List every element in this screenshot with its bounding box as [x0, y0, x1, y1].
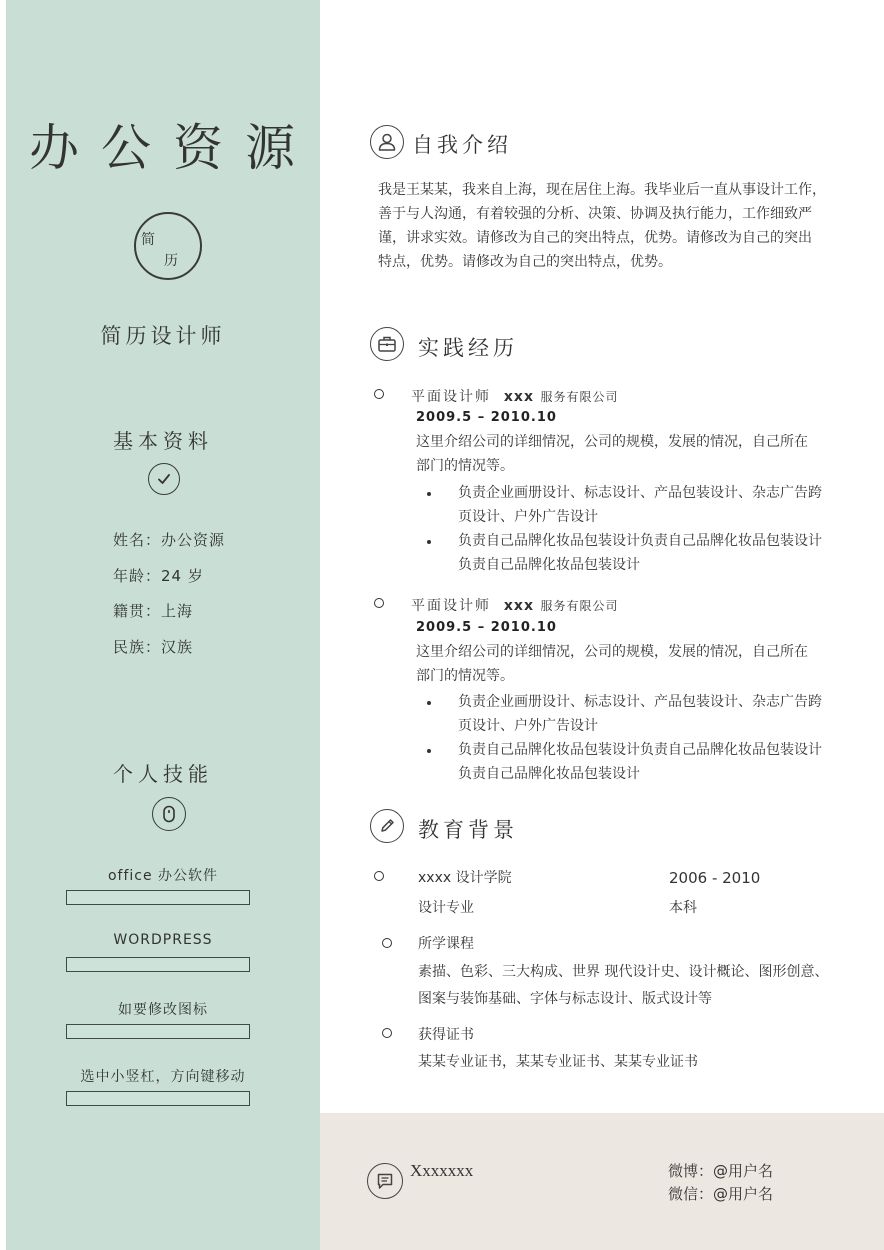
job-dates: 2009.5 – 2010.10 [416, 410, 557, 425]
check-circle-icon [148, 463, 180, 495]
sidebar [6, 0, 320, 1250]
bullet-dot [427, 701, 431, 705]
courses-line: 图案与装饰基础、字体与标志设计、版式设计等 [418, 991, 712, 1007]
company-name: 服务有限公司 [540, 390, 619, 404]
bullet-line: 页设计、户外广告设计 [458, 509, 598, 525]
company-name: 服务有限公司 [540, 599, 619, 613]
weibo-handle: 微博：@用户名 [668, 1162, 774, 1180]
about-line: 特点，优势。请修改为自己的突出特点，优势。 [378, 254, 672, 270]
desc-line: 部门的情况等。 [416, 668, 514, 684]
resume-badge [134, 212, 202, 280]
about-line: 我是王某某，我来自上海，现在居住上海。我毕业后一直从事设计工作， [378, 182, 826, 198]
info-row-name: 姓名：办公资源 [113, 531, 226, 549]
job-title [411, 595, 618, 615]
courses-heading: 所学课程 [418, 936, 474, 952]
major: 设计专业 [418, 900, 474, 916]
job-bullet [458, 481, 878, 529]
skill-bar-move[interactable] [66, 1091, 250, 1106]
timeline-bullet [374, 598, 384, 608]
job-role: 平面设计师 [411, 389, 491, 405]
contact-name: Xxxxxxx [410, 1161, 474, 1180]
job-description [416, 640, 876, 688]
resume-badge-char-1: 简 [141, 232, 155, 248]
user-icon [370, 125, 404, 159]
timeline-bullet [374, 871, 384, 881]
timeline-bullet [382, 1028, 392, 1038]
job-description [416, 430, 876, 478]
skill-bar-wordpress[interactable] [66, 957, 250, 972]
timeline-bullet [374, 389, 384, 399]
skill-bar-edit-icon[interactable] [66, 1024, 250, 1039]
basic-info-heading: 基本资料 [113, 429, 213, 453]
skill-bar-office[interactable] [66, 890, 250, 905]
bullet-line: 负责自己品牌化妆品包装设计 [458, 557, 640, 573]
school-years: 2006 - 2010 [669, 869, 761, 887]
job-bullet [458, 529, 878, 577]
courses-text [418, 959, 878, 1013]
desc-line: 这里介绍公司的详细情况，公司的规模，发展的情况，自己所在 [416, 434, 808, 450]
bullet-line: 页设计、户外广告设计 [458, 718, 598, 734]
about-title: 自我介绍 [412, 133, 512, 157]
bullet-line: 负责自己品牌化妆品包装设计 [458, 766, 640, 782]
job-dates: 2009.5 – 2010.10 [416, 620, 557, 635]
skill-label-office: office 办公软件 [107, 868, 219, 884]
info-row-hometown: 籍贯：上海 [113, 602, 194, 620]
brand-title: 办公资源 [29, 119, 317, 177]
job-bullet [458, 690, 878, 738]
certs-text: 某某专业证书，某某专业证书、某某专业证书 [418, 1054, 698, 1070]
bullet-dot [427, 749, 431, 753]
briefcase-icon [370, 327, 404, 361]
resume-badge-char-2: 历 [164, 253, 178, 269]
school-name: xxxx 设计学院 [418, 870, 512, 886]
education-title: 教育背景 [418, 818, 518, 842]
degree: 本科 [669, 900, 697, 916]
job-role: 平面设计师 [411, 598, 491, 614]
company-prefix: xxx [503, 598, 534, 614]
job-title [411, 386, 618, 406]
bullet-dot [427, 540, 431, 544]
about-line: 善于与人沟通，有着较强的分析、决策、协调及执行能力，工作细致严 [378, 206, 812, 222]
bullet-line: 负责企业画册设计、标志设计、产品包装设计、杂志广告跨 [458, 694, 822, 710]
company-prefix: xxx [503, 389, 534, 405]
info-row-ethnicity: 民族：汉族 [113, 638, 194, 656]
certs-heading: 获得证书 [418, 1027, 474, 1043]
skills-heading: 个人技能 [113, 762, 213, 786]
mouse-icon [152, 797, 186, 831]
experience-title: 实践经历 [418, 336, 518, 360]
desc-line: 这里介绍公司的详细情况，公司的规模，发展的情况，自己所在 [416, 644, 808, 660]
skill-label-edit-icon: 如要修改图标 [118, 1002, 208, 1018]
courses-line: 素描、色彩、三大构成、世界 现代设计史、设计概论、图形创意、 [418, 964, 829, 980]
bullet-line: 负责自己品牌化妆品包装设计负责自己品牌化妆品包装设计 [458, 742, 822, 758]
desc-line: 部门的情况等。 [416, 458, 514, 474]
message-icon [367, 1163, 403, 1199]
wechat-handle: 微信：@用户名 [668, 1185, 774, 1203]
contact-footer [320, 1113, 884, 1250]
info-row-age: 年龄：24 岁 [113, 567, 204, 585]
pencil-icon [370, 809, 404, 843]
bullet-line: 负责企业画册设计、标志设计、产品包装设计、杂志广告跨 [458, 485, 822, 501]
job-role: 简历设计师 [100, 324, 226, 348]
job-bullet [458, 738, 878, 786]
skill-label-wordpress: WORDPRESS [113, 932, 213, 948]
about-line: 谨，讲求实效。请修改为自己的突出特点，优势。请修改为自己的突出 [378, 230, 812, 246]
bullet-dot [427, 492, 431, 496]
bullet-line: 负责自己品牌化妆品包装设计负责自己品牌化妆品包装设计 [458, 533, 822, 549]
skill-label-move: 选中小竖杠，方向键移动 [80, 1069, 246, 1085]
timeline-bullet [382, 938, 392, 948]
about-text [378, 178, 878, 274]
